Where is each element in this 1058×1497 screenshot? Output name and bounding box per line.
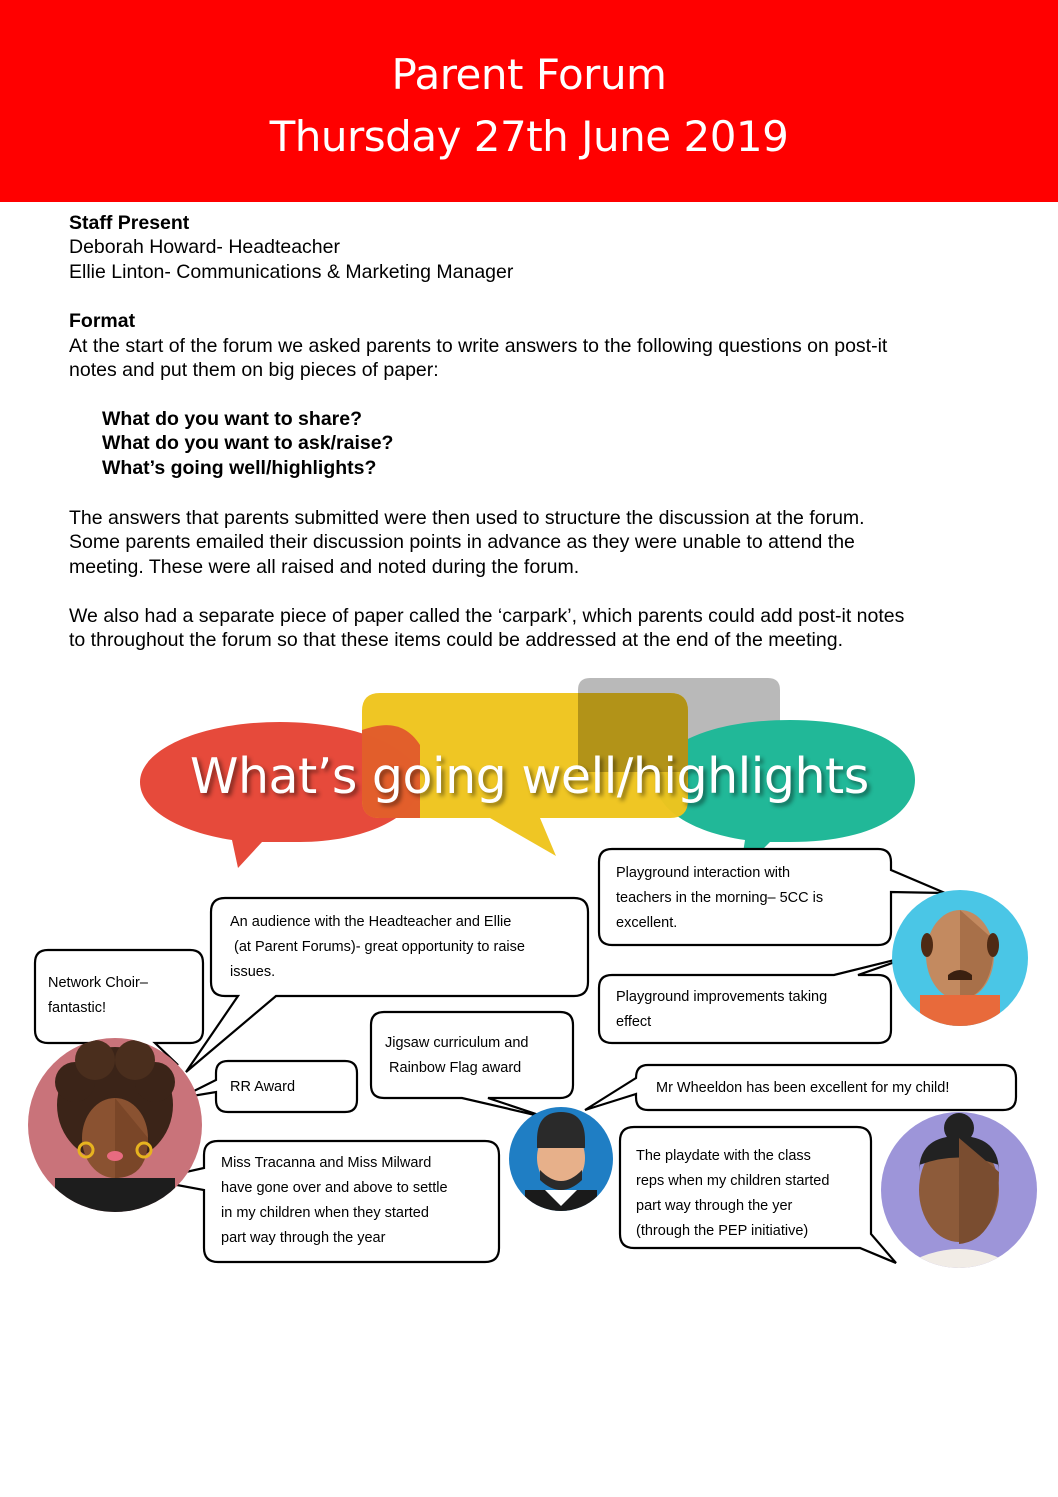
format-intro-line: At the start of the forum we asked parents to write answers to the following questions on post-it [69,335,888,357]
bubble-text: The playdate with the class reps when my children started part way through the yer (through the PEP initiative) [636,1148,830,1239]
avatar-woman-curly [28,1038,202,1218]
bubble-text: Jigsaw curriculum and Rainbow Flag award [385,1035,529,1076]
bubble-text: An audience with the Headteacher and Ellie (at Parent Forums)- great opportunity to raise issues. [230,914,525,980]
bubble-text: Playground interaction with teachers in the morning– 5CC is excellent. [616,865,824,931]
question-item: What’s going well/highlights? [102,457,377,479]
bubble-text: Miss Tracanna and Miss Milward have gone over and above to settle in my children when they started part way through the year [221,1155,448,1246]
staff-member: Ellie Linton- Communications & Marketing Manager [69,261,514,283]
paragraph-line: meeting. These were all raised and noted during the forum. [69,556,580,578]
bubble-text: Mr Wheeldon has been excellent for my child! [656,1080,950,1096]
format-intro-line: notes and put them on big pieces of paper: [69,359,439,381]
paragraph-line: to throughout the forum so that these items could be addressed at the end of the meeting. [69,629,843,651]
paragraph-line: We also had a separate piece of paper called the ‘carpark’, which parents could add post-it notes [69,605,905,627]
format-heading: Format [69,310,136,332]
avatar-man-moustache [892,890,1028,1035]
avatar-man-young [509,1107,613,1220]
bubble-text: Network Choir– fantastic! [48,975,148,1016]
bubble-text: RR Award [230,1079,296,1095]
bubble-text: Playground improvements taking effect [616,989,828,1030]
paragraph-line: Some parents emailed their discussion points in advance as they were unable to attend the [69,531,855,553]
question-item: What do you want to ask/raise? [102,432,394,454]
staff-heading: Staff Present [69,212,190,234]
page-date: Thursday 27th June 2019 [269,112,789,161]
avatar-woman-bun [881,1112,1037,1268]
highlights-banner: What’s going well/highlights [190,748,869,805]
paragraph-line: The answers that parents submitted were then used to structure the discussion at the forum. [69,507,865,529]
question-item: What do you want to share? [102,408,363,430]
page-title: Parent Forum [391,50,667,99]
staff-member: Deborah Howard- Headteacher [69,236,340,258]
